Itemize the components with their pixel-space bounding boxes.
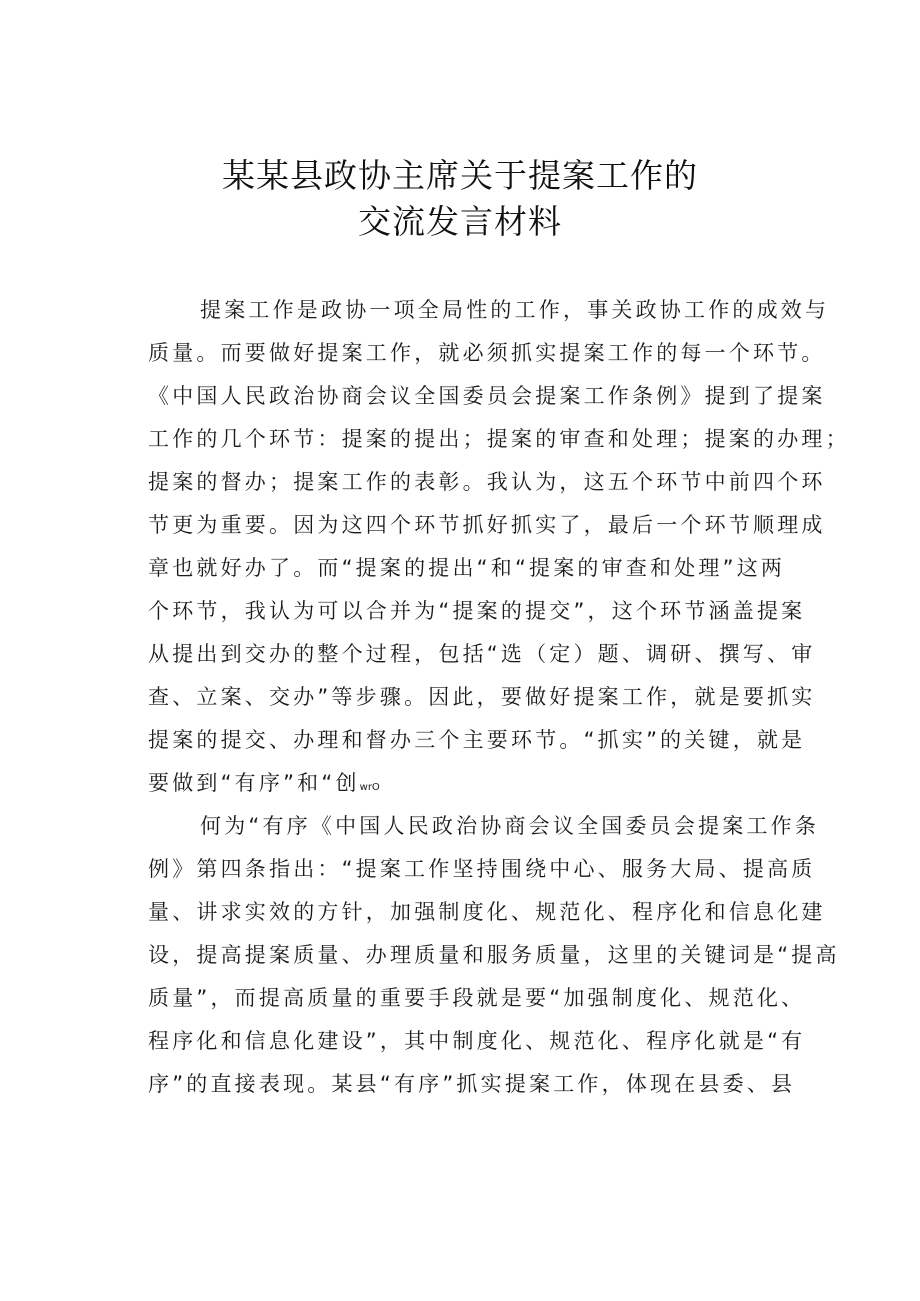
paragraph-line: 例》第四条指出：“提案工作坚持围绕中心、服务大局、提高质 bbox=[148, 857, 816, 881]
paragraph-line: 从提出到交办的整个过程，包括“选（定）题、调研、撰写、审 bbox=[148, 642, 816, 666]
paragraph-line: 提案的督办；提案工作的表彰。我认为，这五个环节中前四个环 bbox=[148, 470, 826, 494]
paragraph-last-line-text: 要做到“有序”和“创 bbox=[148, 771, 360, 795]
paragraph-line: 序”的直接表现。某县“有序”抓实提案工作，体现在县委、县 bbox=[148, 1072, 796, 1096]
paragraph-line: 个环节，我认为可以合并为“提案的提交”，这个环节涵盖提案 bbox=[148, 599, 806, 623]
paragraph-line: 质量。而要做好提案工作，就必须抓实提案工作的每一个环节。 bbox=[148, 341, 826, 365]
title-line-2: 交流发言材料 bbox=[358, 202, 562, 241]
paragraph-line: 质量”，而提高质量的重要手段就是要“加强制度化、规范化、 bbox=[148, 986, 806, 1010]
paragraph-line: 查、立案、交办”等步骤。因此，要做好提案工作，就是要抓实 bbox=[148, 685, 816, 709]
document-body bbox=[148, 289, 850, 1106]
paragraph-2 bbox=[148, 805, 840, 1106]
paragraph-line: 量、讲求实效的方针，加强制度化、规范化、程序化和信息化建 bbox=[148, 900, 826, 924]
paragraph-line: 提案的提交、办理和督办三个主要环节。“抓实”的关键，就是 bbox=[148, 728, 806, 752]
title-line-1: 某某县政协主席关于提案工作的 bbox=[222, 156, 698, 195]
paragraph-line: 工作的几个环节：提案的提出；提案的审查和处理；提案的办理； bbox=[148, 427, 850, 451]
paragraph-last-line bbox=[148, 762, 808, 805]
paragraph-line: 《中国人民政治协商会议全国委员会提案工作条例》提到了提案 bbox=[148, 384, 826, 408]
paragraph-line: 设，提高提案质量、办理质量和服务质量，这里的关键词是“提高 bbox=[148, 943, 840, 967]
paragraph-last-line-small-text: wrO bbox=[359, 782, 380, 793]
paragraph-1 bbox=[148, 289, 850, 805]
paragraph-line: 何为“有序《中国人民政治协商会议全国委员会提案工作条 bbox=[200, 814, 820, 838]
document-title bbox=[0, 153, 920, 245]
paragraph-line: 章也就好办了。而“提案的提出“和“提案的审查和处理”这两 bbox=[148, 556, 786, 580]
paragraph-line: 程序化和信息化建设”，其中制度化、规范化、程序化就是“有 bbox=[148, 1029, 806, 1053]
paragraph-line: 节更为重要。因为这四个环节抓好抓实了，最后一个环节顺理成 bbox=[148, 513, 826, 537]
paragraph-line: 提案工作是政协一项全局性的工作，事关政协工作的成效与 bbox=[200, 298, 830, 322]
